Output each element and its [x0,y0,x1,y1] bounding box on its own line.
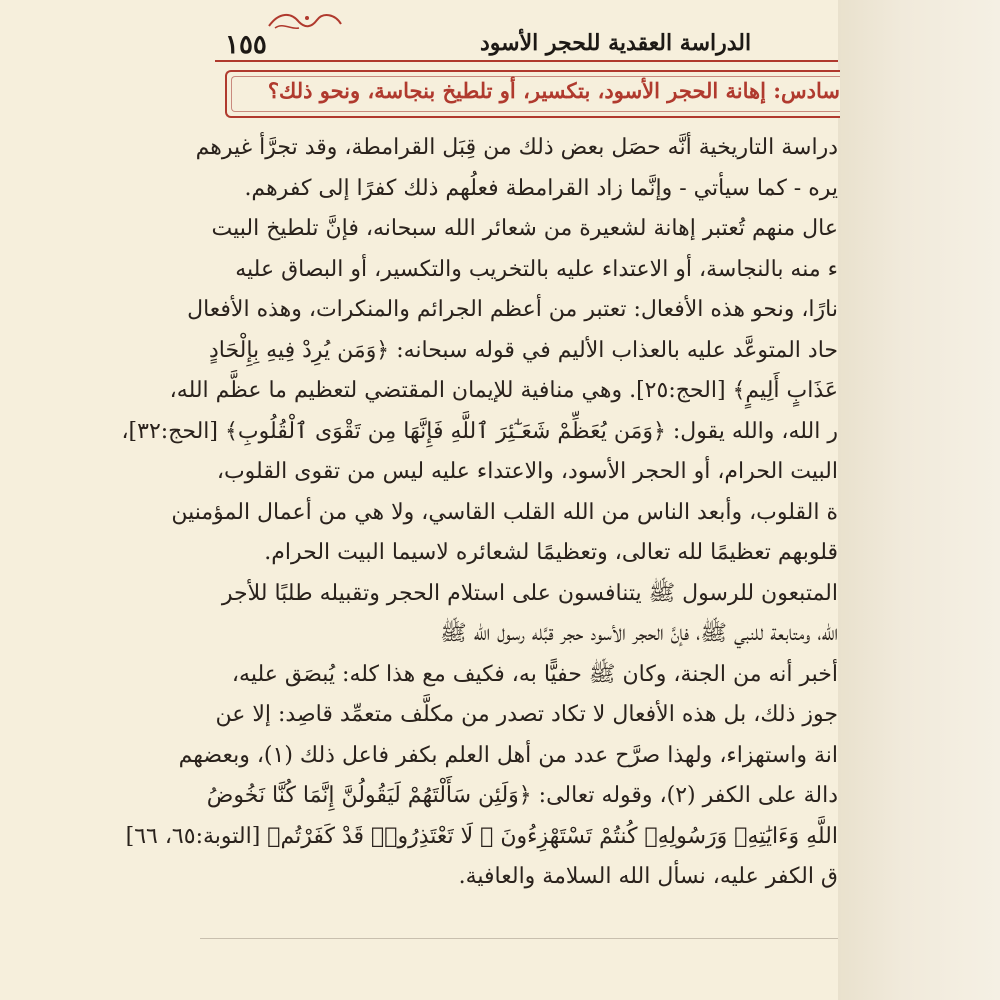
body-text [121,128,838,898]
body-line: اللَّهِ وَءَايَٰتِهِۦ وَرَسُولِهِۦ كُنتُمْ تَسْتَهْزِءُونَ ۞ لَا تَعْتَذِرُوا۟ قَدْ كَفَرْتُم﴾ [التوبة:٦٥، ٦٦] [125,823,838,849]
body-line: نارًا، ونحو هذه الأفعال: تعتبر من أعظم الجرائم والمنكرات، وهذه الأفعال [187,297,838,322]
body-line: دالة على الكفر (٢)، وقوله تعالى: ﴿وَلَئِن سَأَلْتَهُمْ لَيَقُولُنَّ إِنَّمَا كُنَّا نَخُوضُ [206,783,838,808]
body-line: الله، ومتابعة للنبي ﷺ، فإنَّ الحجر الأسود حجر قبَّله رسول الله ﷺ [440,621,838,646]
body-line: انة واستهزاء، ولهذا صرَّح عدد من أهل العلم بكفر فاعل ذلك (١)، وبعضهم [178,742,838,768]
body-line: جوز ذلك، بل هذه الأفعال لا تكاد تصدر من مكلَّف متعمِّد قاصِد: إلا عن [215,702,838,727]
body-line: حاد المتوعَّد عليه بالعذاب الأليم في قوله سبحانه: ﴿وَمَن يُرِدْ فِيهِ بِإِلْحَادٍ [208,337,838,363]
section-title-frame [225,70,840,118]
body-line: عال منهم تُعتبر إهانة لشعيرة من شعائر الله سبحانه، فإنَّ تلطيخ البيت [211,216,838,241]
body-line: عَذَابٍ أَلِيمٍ﴾ [الحج:٢٥]. وهي منافية للإيمان المقتضي لتعظيم ما عظَّم الله، [169,378,838,403]
footnote-rule [200,938,838,939]
body-line: ء منه بالنجاسة، أو الاعتداء عليه بالتخريب والتكسير، أو البصاق عليه [235,256,838,282]
body-line: أخبر أنه من الجنة، وكان ﷺ حفيًّا به، فكيف مع هذا كله: يُبصَق عليه، [231,661,838,687]
body-line: ة القلوب، وأبعد الناس من الله القلب القاسي، ولا هي من أعمال المؤمنين [171,499,838,525]
body-line: المتبعون للرسول ﷺ يتنافسون على استلام الحجر وتقبيله طلبًا للأجر [221,580,838,606]
section-title: سادس: إهانة الحجر الأسود، بتكسير، أو تلطيخ بنجاسة، ونحو ذلك؟ [267,78,840,103]
header-ornament-icon [265,8,345,34]
running-title: الدراسة العقدية للحجر الأسود [480,30,752,56]
body-line: يره - كما سيأتي - وإنَّما زاد القرامطة فعلُهم ذلك كفرًا إلى كفرهم. [244,175,838,201]
body-line: ر الله، والله يقول: ﴿وَمَن يُعَظِّمْ شَعَـٰٓئِرَ ٱللَّهِ فَإِنَّهَا مِن تَقْوَى ٱلْقُلُوبِ﴾ [الحج:٣٢]، [121,418,838,444]
header-rule [215,60,838,62]
body-line: البيت الحرام، أو الحجر الأسود، والاعتداء عليه ليس من تقوى القلوب، [216,459,838,484]
body-line: دراسة التاريخية أنَّه حصَل بعض ذلك من قِبَل القرامطة، وقد تجرَّأ غيرهم [195,135,838,160]
page-number: ١٥٥ [225,30,267,60]
body-line: ق الكفر عليه، نسأل الله السلامة والعافية. [458,864,838,889]
page-gutter-shadow [838,0,1000,1000]
body-line: قلوبهم تعظيمًا لله تعالى، وتعظيمًا لشعائره لاسيما البيت الحرام. [264,540,838,565]
